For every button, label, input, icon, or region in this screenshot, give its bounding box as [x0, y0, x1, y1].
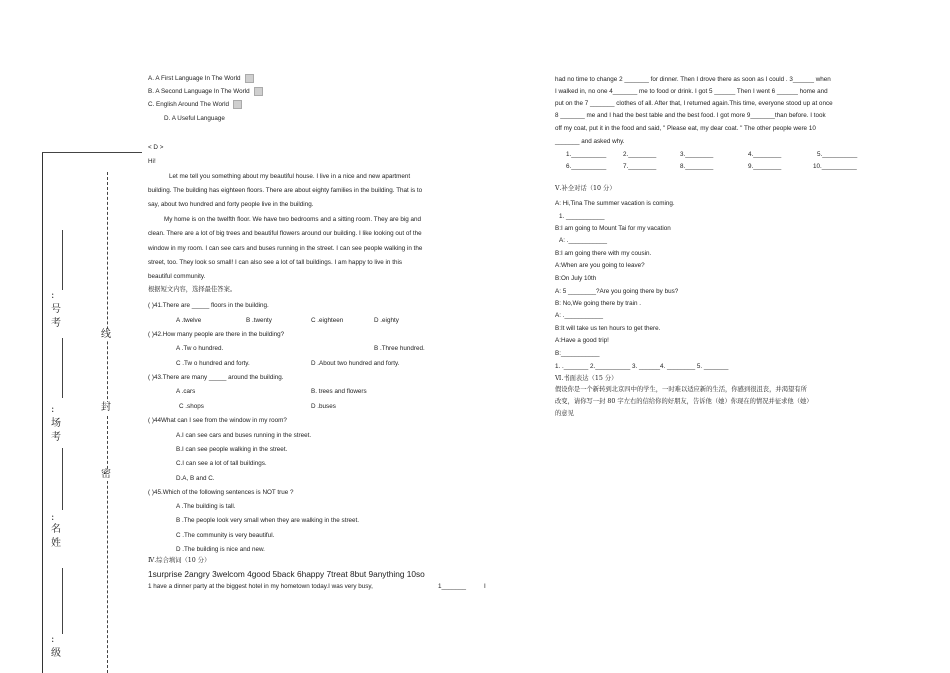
dialogue-answer-line: 1. ._______ 2.__________ 3. ______4. ________ 5. _______	[555, 363, 729, 370]
section-6-title: Ⅵ.书面表达（15 分）	[555, 375, 618, 382]
seal-feng: 封	[101, 402, 111, 413]
passage-start: 1 have a dinner party at the biggest hotel in my hometown today.I was very busy,	[148, 583, 373, 590]
label-xingming-colon: :	[51, 512, 55, 523]
dialogue-line-1: A: Hi,Tina The summer vacation is coming.	[555, 200, 675, 207]
q42-option-a: A .Tw o hundred.	[176, 345, 224, 352]
image-placeholder-icon	[245, 74, 254, 83]
para1-line2: building. The building has eighteen floors. There are about eighty families in the building. That is to	[148, 187, 423, 194]
q41-option-b: B .twenty	[246, 317, 272, 324]
image-placeholder-icon	[233, 100, 242, 109]
instruction: 根据短文内容，选择最佳答案。	[148, 286, 237, 293]
blank-1: 1_______	[438, 583, 467, 590]
label-banji-colon: :	[51, 634, 55, 645]
question-42: ( )42.How many people are there in the building?	[148, 331, 285, 338]
label-kaochang: 场	[51, 418, 61, 429]
dialogue-line-6: A:When are you going to leave?	[555, 262, 645, 269]
label-banji: 级	[51, 648, 61, 659]
question-41: ( )41.There are _____ floors in the building.	[148, 302, 269, 309]
writing-line-3: 的意见	[555, 410, 574, 417]
blank-1-tail: I	[484, 583, 486, 590]
q42-option-d: D .About two hundred and forty.	[311, 360, 400, 367]
answer-7: 7.________	[623, 163, 657, 170]
dialogue-line-10: A: .___________	[555, 312, 603, 319]
question-43: ( )43.There are many _____ around the building.	[148, 374, 284, 381]
option-b: B. A Second Language In The World	[148, 87, 263, 96]
blank-line-2	[62, 338, 63, 398]
answer-9: 9.________	[748, 163, 782, 170]
blank-line-4	[62, 568, 63, 634]
q43-option-b: B. trees and flowers	[311, 388, 367, 395]
answer-5: 5.__________	[817, 151, 858, 158]
label-kaohao: 号	[51, 304, 61, 315]
dialogue-line-11: B:It will take us ten hours to get there.	[555, 325, 661, 332]
writing-line-2: 改变，请你写一封 80 字左右的信给你的好朋友，告诉他（她）你现在的情况并征求他（她）	[555, 398, 813, 405]
option-c: C. English Around The World	[148, 100, 242, 109]
binding-border	[42, 152, 43, 673]
para2-line2: clean. There are a lot of big trees and beautiful flowers around our building. I like looking out of the	[148, 230, 422, 237]
dialogue-line-12: A:Have a good trip!	[555, 337, 609, 344]
passage-heading: < D >	[148, 144, 164, 151]
option-d: D. A Useful Language	[164, 115, 225, 122]
dialogue-line-5: B:I am going there with my cousin.	[555, 250, 652, 257]
answer-2: 2.________	[623, 151, 657, 158]
binding-top-rule	[42, 152, 142, 153]
q42-option-c: C .Tw o hundred and forty.	[176, 360, 250, 367]
label-kaochang-colon: :	[51, 404, 55, 415]
label-xingming: 名	[51, 524, 61, 535]
label-kaohao-2: 考	[51, 318, 61, 329]
q45-option-a: A .The building is tall.	[176, 503, 236, 510]
q42-option-b: B .Three hundred.	[374, 345, 425, 352]
para2-line4: street, too. They look so small! I can also see a lot of tall buildings. I am happy to live in this	[148, 259, 402, 266]
q44-option-c: C.I can see a lot of tall buildings.	[176, 460, 267, 467]
para1-line1: Let me tell you something about my beautiful house. I live in a nice and new apartment	[169, 173, 411, 180]
para1-line3: say, about two hundred and forty people live in the building.	[148, 201, 314, 208]
dialogue-line-3: B:I am going to Mount Tai for my vacation	[555, 225, 671, 232]
dialogue-line-13: B:___________	[555, 350, 600, 357]
section-4-title: Ⅳ.综合填词（10 分）	[148, 557, 211, 564]
para2-line3: window in my room. I can see cars and buses running in the street. I can see people walking in the	[148, 245, 423, 252]
seal-mi: 密	[101, 469, 111, 480]
q43-option-a: A .cars	[176, 388, 196, 395]
image-placeholder-icon	[254, 87, 263, 96]
label-kaochang-2: 考	[51, 432, 61, 443]
passage-line-5: off my coat, put it in the food and said, " Please eat, my dear coat. " The other people were 10	[555, 125, 816, 132]
question-45: ( )45.Which of the following sentences is NOT true ?	[148, 489, 294, 496]
q44-option-a: A.I can see cars and buses running in the street.	[176, 432, 312, 439]
answer-8: 8.________	[680, 163, 714, 170]
q45-option-d: D .The building is nice and new.	[176, 546, 265, 553]
dialogue-line-7: B:On July 10th	[555, 275, 597, 282]
para2-line5: beautiful community.	[148, 273, 206, 280]
label-xingming-2: 姓	[51, 538, 61, 549]
passage-line-6: _______ and asked why.	[555, 138, 625, 145]
dialogue-line-8: A: 5 ________?Are you going there by bus?	[555, 288, 679, 295]
q43-option-d: D .buses	[311, 403, 336, 410]
dialogue-line-4: A: .___________	[559, 237, 607, 244]
option-a: A. A First Language In The World	[148, 74, 254, 83]
answer-3: 3.________	[680, 151, 714, 158]
blank-line-3	[62, 448, 63, 510]
dialogue-line-9: B: No,We going there by train .	[555, 300, 641, 307]
section-5-title: Ⅴ.补全对话（10 分）	[555, 185, 616, 192]
word-bank: 1surprise 2angry 3welcom 4good 5back 6happy 7treat 8but 9anything 10so	[148, 569, 425, 579]
label-kaohao-colon: :	[51, 290, 55, 301]
answer-4: 4.________	[748, 151, 782, 158]
dialogue-line-2: 1. ___________	[559, 213, 605, 220]
q41-option-a: A .twelve	[176, 317, 202, 324]
para2-line1: My home is on the twelfth floor. We have two bedrooms and a sitting room. They are big and	[164, 216, 422, 223]
question-44: ( )44What can I see from the window in my room?	[148, 417, 287, 424]
answer-1: 1.__________	[566, 151, 607, 158]
q41-option-d: D .eighty	[374, 317, 399, 324]
passage-line-2: I walked in, no one 4_______ me to food or drink. I got 5 ______ Then I went 6 ______ home and	[555, 88, 828, 95]
q45-option-c: C .The community is very beautiful.	[176, 532, 275, 539]
q45-option-b: B .The people look very small when they are walking in the street.	[176, 517, 360, 524]
greeting: Hi!	[148, 158, 156, 165]
q41-option-c: C .eighteen	[311, 317, 344, 324]
q44-option-d: D.A, B and C.	[176, 475, 215, 482]
answer-6: 6.__________	[566, 163, 607, 170]
passage-line-1: had no time to change 2 _______ for dinner. Then I drove there as soon as I could . 3______ when	[555, 76, 831, 83]
answer-10: 10.__________	[813, 163, 857, 170]
passage-line-3: put on the 7 _______ clothes of all. After that, I returned again.This time, everyone stood up at once	[555, 100, 833, 107]
blank-line-1	[62, 230, 63, 290]
binding-dashed-line	[107, 172, 108, 673]
seal-xian: 线	[101, 329, 111, 340]
q43-option-c: C .shops	[179, 403, 204, 410]
writing-line-1: 假设你是一个新转到北京四中的学生，一时难以适应新的生活，你感到很沮丧，并渴望有所	[555, 386, 807, 393]
q44-option-b: B.I can see people walking in the street.	[176, 446, 288, 453]
passage-line-4: 8 _______ me and I had the best table and the best food. I got more 9_______than before. I took	[555, 112, 826, 119]
